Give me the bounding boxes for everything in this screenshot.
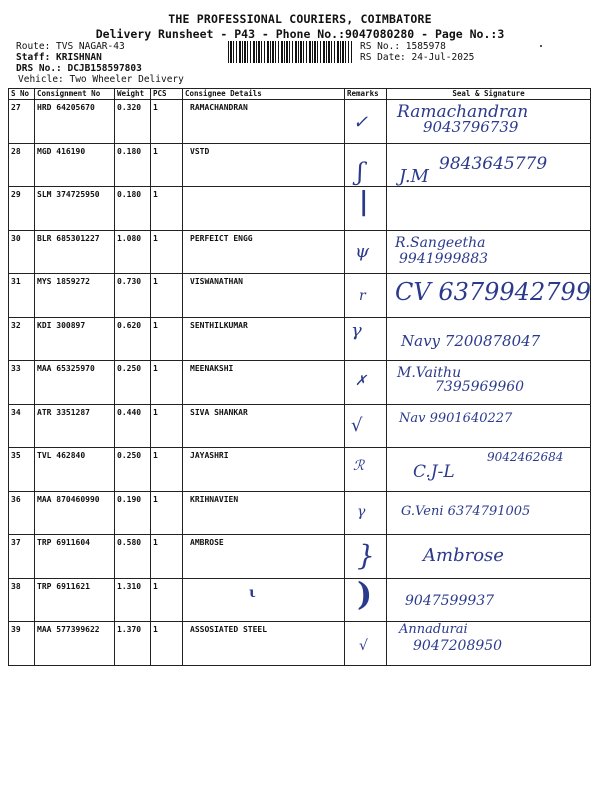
route-label: Route: TVS NAGAR-43 (16, 41, 125, 52)
row-sno: 35 (9, 448, 35, 492)
col-weight: Weight (115, 89, 151, 100)
row-pcs: 1 (151, 361, 183, 405)
row-consignee: MEENAKSHI (183, 361, 345, 405)
signature-phone: 9043796739 (423, 118, 519, 136)
signature-name: Navy 7200878047 (401, 331, 541, 350)
row-consignment: BLR 685301227 (35, 230, 115, 274)
remark-mark: ✗ (355, 373, 367, 389)
table-row (9, 404, 591, 448)
row-sno: 29 (9, 187, 35, 231)
row-pcs: 1 (151, 491, 183, 535)
row-consignment: TRP 6911604 (35, 535, 115, 579)
row-consignee: RAMACHANDRAN (183, 100, 345, 144)
row-pcs: 1 (151, 535, 183, 579)
signature-name: Ambrose (423, 545, 504, 566)
row-weight: 0.620 (115, 317, 151, 361)
row-consignee: PERFEICT ENGG (183, 230, 345, 274)
drs-number: DRS No.: DCJB158597803 (16, 63, 142, 74)
signature-phone: 9941999883 (399, 250, 489, 267)
signature-name: M.Vaithu (397, 365, 462, 381)
row-sno: 36 (9, 491, 35, 535)
row-remarks (345, 574, 387, 622)
row-consignee (183, 187, 345, 231)
table-row (9, 491, 591, 535)
row-weight: 1.080 (115, 230, 151, 274)
row-consignment: MAA 870460990 (35, 491, 115, 535)
row-remarks (345, 622, 387, 666)
col-pcs: PCS (151, 89, 183, 100)
row-consignee: ASSOSIATED STEEL (183, 622, 345, 666)
row-consignee (183, 578, 345, 622)
table-row (9, 143, 591, 187)
row-consignee: KRIHNAVIEN (183, 491, 345, 535)
row-pcs: 1 (151, 143, 183, 187)
signature-name: Annadurai (399, 622, 468, 637)
row-sno: 38 (9, 578, 35, 622)
row-signature (387, 535, 591, 579)
rs-number: RS No.: 1585978 (360, 41, 446, 52)
remark-mark: √ (359, 638, 368, 654)
row-consignee: SENTHILKUMAR (183, 317, 345, 361)
row-remarks (345, 100, 387, 144)
row-pcs: 1 (151, 622, 183, 666)
row-consignment: ATR 3351287 (35, 404, 115, 448)
row-remarks (345, 535, 387, 579)
col-consignee: Consignee Details (183, 89, 345, 100)
table-row (9, 622, 591, 666)
signature-name: G.Veni 6374791005 (401, 503, 531, 519)
row-sno: 28 (9, 143, 35, 187)
signature-name: Ramachandran (397, 102, 529, 122)
row-sno: 34 (9, 404, 35, 448)
col-sno: S No (9, 89, 35, 100)
consignee-stray-mark: ι (249, 584, 256, 601)
row-pcs: 1 (151, 274, 183, 318)
row-pcs: 1 (151, 448, 183, 492)
row-consignment: MGD 416190 (35, 143, 115, 187)
row-weight: 0.180 (115, 187, 151, 231)
stray-dot (540, 45, 542, 47)
row-weight: 0.180 (115, 143, 151, 187)
row-weight: 0.250 (115, 448, 151, 492)
signature-phone: 9047208950 (413, 638, 503, 654)
table-row (9, 230, 591, 274)
table-row (9, 187, 591, 231)
row-sno: 33 (9, 361, 35, 405)
row-signature (387, 143, 591, 187)
row-consignment: TVL 462840 (35, 448, 115, 492)
table-row (9, 535, 591, 579)
row-remarks (345, 491, 387, 535)
signature-name: Nav 9901640227 (399, 410, 513, 426)
row-consignee: JAYASHRI (183, 448, 345, 492)
signature-phone: 7395969960 (435, 379, 525, 395)
table-row (9, 361, 591, 405)
row-signature (387, 578, 591, 622)
row-consignment: MAA 65325970 (35, 361, 115, 405)
row-pcs: 1 (151, 100, 183, 144)
row-remarks (345, 274, 387, 318)
row-weight: 0.250 (115, 361, 151, 405)
signature-phone: 9047599937 (405, 592, 495, 609)
table-row (9, 448, 591, 492)
row-consignee: VISWANATHAN (183, 274, 345, 318)
row-pcs: 1 (151, 404, 183, 448)
row-weight: 0.320 (115, 100, 151, 144)
row-consignee: SIVA SHANKAR (183, 404, 345, 448)
vehicle-label: Vehicle: Two Wheeler Delivery (18, 74, 184, 85)
signature-name: J.M (399, 165, 429, 187)
remark-stroke: ) (357, 574, 373, 613)
staff-label: Staff: KRISHNAN (16, 52, 102, 63)
row-weight: 1.370 (115, 622, 151, 666)
signature-phone: 9843645779 (439, 153, 548, 174)
row-consignee: VSTD (183, 143, 345, 187)
remark-mark: ψ (355, 240, 370, 262)
row-signature (387, 274, 591, 318)
signature-name: CV 6379942799 (395, 278, 592, 306)
row-remarks (345, 404, 387, 448)
row-signature (387, 404, 591, 448)
remark-mark: ✓ (353, 112, 369, 133)
row-sno: 37 (9, 535, 35, 579)
row-weight: 0.440 (115, 404, 151, 448)
row-consignment: TRP 6911621 (35, 578, 115, 622)
row-consignment: KDI 300897 (35, 317, 115, 361)
signature-name: R.Sangeetha (395, 234, 486, 251)
row-weight: 0.580 (115, 535, 151, 579)
row-sno: 30 (9, 230, 35, 274)
row-remarks (345, 317, 387, 361)
signature-phone: 9042462684 (487, 450, 564, 464)
remark-mark: ℛ (353, 458, 365, 474)
company-title: THE PROFESSIONAL COURIERS, COIMBATORE (168, 12, 432, 26)
row-pcs: 1 (151, 578, 183, 622)
row-consignment: MAA 577399622 (35, 622, 115, 666)
row-consignment: HRD 64205670 (35, 100, 115, 144)
remark-mark: } (357, 539, 375, 572)
row-weight: 0.190 (115, 491, 151, 535)
row-remarks (345, 230, 387, 274)
row-consignment: MYS 1859272 (35, 274, 115, 318)
row-signature (387, 230, 591, 274)
row-signature (387, 448, 591, 492)
remark-mark: γ (357, 503, 366, 520)
row-sno: 39 (9, 622, 35, 666)
row-signature (387, 491, 591, 535)
remark-mark: √ (351, 414, 363, 436)
table-header-row (9, 89, 591, 100)
row-signature (387, 187, 591, 231)
row-remarks (345, 143, 387, 187)
runsheet-title: Delivery Runsheet - P43 - Phone No.:9047080280 - Page No.:3 (95, 27, 505, 41)
row-consignment: SLM 374725950 (35, 187, 115, 231)
row-weight: 0.730 (115, 274, 151, 318)
row-sno: 27 (9, 100, 35, 144)
barcode (228, 41, 352, 63)
table-row (9, 100, 591, 144)
row-pcs: 1 (151, 187, 183, 231)
col-consignment: Consignment No (35, 89, 115, 100)
table-row (9, 317, 591, 361)
table-row (9, 274, 591, 318)
col-signature: Seal & Signature (387, 89, 591, 100)
row-sno: 31 (9, 274, 35, 318)
row-signature (387, 361, 591, 405)
row-signature (387, 100, 591, 144)
row-signature (387, 317, 591, 361)
row-weight: 1.310 (115, 578, 151, 622)
row-remarks (345, 448, 387, 492)
remark-stroke: | (359, 187, 369, 217)
remark-mark: γ (351, 319, 362, 341)
row-sno: 32 (9, 317, 35, 361)
rs-date: RS Date: 24-Jul-2025 (360, 52, 475, 63)
table-row (9, 578, 591, 622)
col-remarks: Remarks (345, 89, 387, 100)
row-pcs: 1 (151, 317, 183, 361)
row-remarks (345, 361, 387, 405)
remark-mark: ʃ (357, 157, 364, 186)
runsheet-table (8, 88, 591, 666)
row-consignee: AMBROSE (183, 535, 345, 579)
row-remarks (345, 187, 387, 231)
row-pcs: 1 (151, 230, 183, 274)
signature-name: C.J-L (413, 462, 455, 482)
remark-mark: r (359, 288, 366, 304)
row-signature (387, 622, 591, 666)
